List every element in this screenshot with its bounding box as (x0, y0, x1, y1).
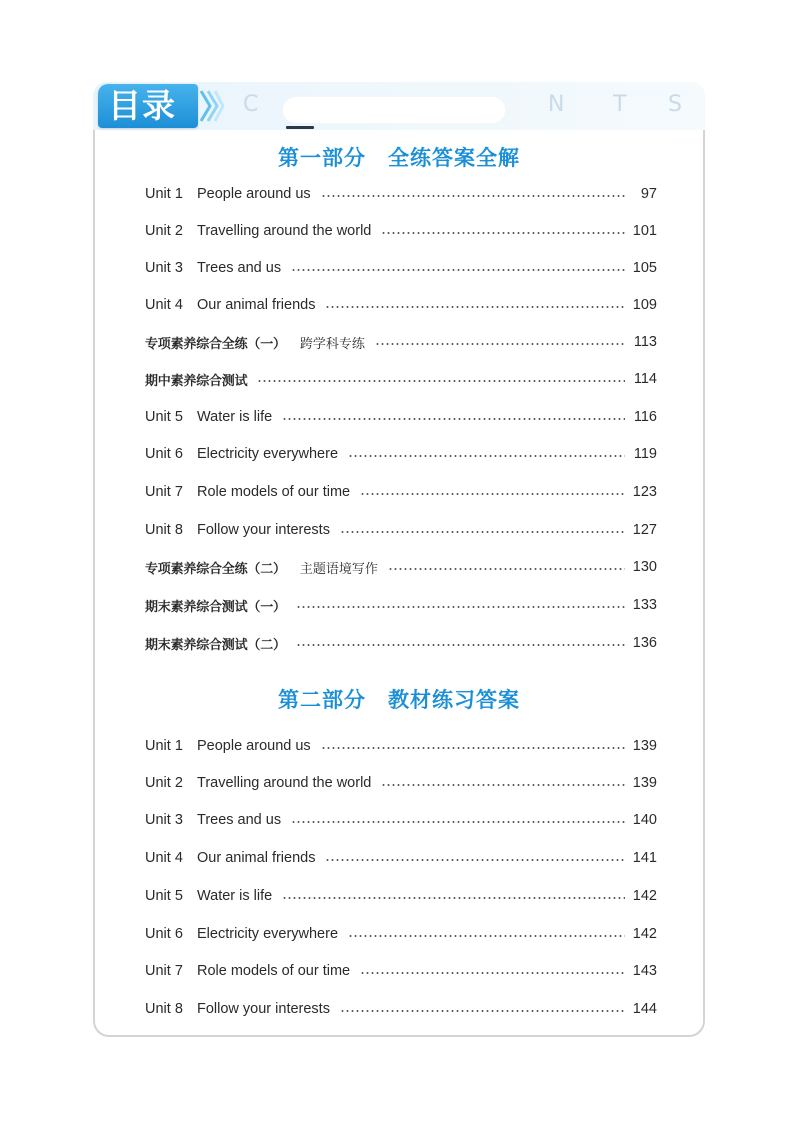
page-number: 101 (632, 223, 657, 239)
entry-title: 期末素养综合测试（一） (145, 599, 286, 615)
entry-title: 专项素养综合全练（二） (145, 561, 286, 577)
page-number: 142 (632, 888, 657, 904)
dot-leader (282, 897, 625, 899)
header-dash (286, 126, 314, 129)
unit-label: Unit 6 (145, 926, 183, 942)
unit-label: Unit 5 (145, 888, 183, 904)
unit-label: Unit 3 (145, 812, 183, 828)
toc-entry[interactable] (145, 367, 657, 391)
ghost-letter: S (668, 92, 682, 117)
dot-leader (340, 1010, 625, 1012)
unit-label: Unit 1 (145, 186, 183, 202)
entry-title: People around us (197, 186, 311, 202)
toc-entry[interactable] (145, 293, 657, 317)
page-number: 144 (632, 1001, 657, 1017)
dot-leader (360, 972, 625, 974)
toc-entry[interactable] (145, 555, 657, 579)
entry-title: 期中素养综合测试 (145, 373, 248, 389)
toc-entry[interactable] (145, 182, 657, 206)
entry-title: 期末素养综合测试（二） (145, 637, 286, 653)
toc-entry[interactable] (145, 846, 657, 870)
entry-title: Electricity everywhere (197, 926, 339, 942)
toc-entry[interactable] (145, 959, 657, 983)
entry-subtitle: 跨学科专练 (299, 336, 365, 352)
unit-label: Unit 3 (145, 260, 183, 276)
toc-entry[interactable] (145, 631, 657, 655)
unit-label: Unit 7 (145, 484, 183, 500)
toc-entry[interactable] (145, 405, 657, 429)
entry-subtitle: 主题语境写作 (299, 561, 378, 577)
toc-entry[interactable] (145, 884, 657, 908)
entry-title: Our animal friends (197, 297, 316, 313)
entry-title: Travelling around the world (197, 775, 372, 791)
toc-entry[interactable] (145, 256, 657, 280)
toc-entry[interactable] (145, 442, 657, 466)
ghost-letter: C (243, 92, 259, 117)
toc-entry[interactable] (145, 593, 657, 617)
dot-leader (321, 195, 625, 197)
page-number: 141 (632, 850, 657, 866)
unit-label: Unit 2 (145, 775, 183, 791)
page-number: 136 (632, 635, 657, 651)
unit-label: Unit 8 (145, 1001, 183, 1017)
page-number: 139 (632, 738, 657, 754)
entry-title: Our animal friends (197, 850, 316, 866)
unit-label: Unit 6 (145, 446, 183, 462)
dot-leader (321, 747, 625, 749)
page-number: 97 (640, 186, 657, 202)
dot-leader (291, 821, 625, 823)
page-number: 139 (632, 775, 657, 791)
ghost-letter: N (548, 92, 565, 117)
page-number: 109 (632, 297, 657, 313)
toc-entry[interactable] (145, 480, 657, 504)
page-number: 127 (632, 522, 657, 538)
unit-label: Unit 4 (145, 297, 183, 313)
entry-title: Electricity everywhere (197, 446, 339, 462)
unit-label: Unit 2 (145, 223, 183, 239)
page-number: 130 (632, 559, 657, 575)
toc-entry[interactable] (145, 518, 657, 542)
dot-leader (257, 380, 625, 382)
toc-entry[interactable] (145, 734, 657, 758)
toc-entry[interactable] (145, 771, 657, 795)
dot-leader (388, 568, 625, 570)
dot-leader (296, 606, 625, 608)
page-number: 123 (632, 484, 657, 500)
dot-leader (296, 644, 625, 646)
dot-leader (340, 531, 625, 533)
dot-leader (348, 935, 625, 937)
dot-leader (375, 343, 625, 345)
chevron-right-icon (198, 88, 224, 124)
toc-entry[interactable] (145, 330, 657, 354)
entry-title: Water is life (197, 409, 273, 425)
dot-leader (282, 418, 625, 420)
page-number: 142 (632, 926, 657, 942)
header-pill (283, 97, 505, 123)
page-number: 133 (632, 597, 657, 613)
unit-label: Unit 1 (145, 738, 183, 754)
entry-title: Role models of our time (197, 484, 351, 500)
entry-title: Water is life (197, 888, 273, 904)
entry-title: 专项素养综合全练（一） (145, 336, 286, 352)
toc-entry[interactable] (145, 997, 657, 1021)
dot-leader (348, 455, 625, 457)
entry-title: Follow your interests (197, 1001, 330, 1017)
page-title: 目录 (108, 86, 176, 125)
page-number: 116 (633, 409, 657, 425)
dot-leader (325, 859, 624, 861)
dot-leader (360, 493, 625, 495)
unit-label: Unit 5 (145, 409, 183, 425)
entry-title: Role models of our time (197, 963, 351, 979)
unit-label: Unit 7 (145, 963, 183, 979)
page-number: 113 (633, 334, 657, 350)
entry-title: Follow your interests (197, 522, 330, 538)
unit-label: Unit 4 (145, 850, 183, 866)
toc-entry[interactable] (145, 808, 657, 832)
page-number: 143 (632, 963, 657, 979)
section-title: 第一部分 全练答案全解 (278, 146, 520, 170)
ghost-letter: T (613, 92, 627, 117)
toc-entry[interactable] (145, 219, 657, 243)
entry-title: People around us (197, 738, 311, 754)
page-number: 114 (633, 371, 657, 387)
entry-title: Travelling around the world (197, 223, 372, 239)
dot-leader (381, 784, 624, 786)
entry-title: Trees and us (197, 260, 282, 276)
dot-leader (381, 232, 624, 234)
dot-leader (325, 306, 624, 308)
unit-label: Unit 8 (145, 522, 183, 538)
entry-title: Trees and us (197, 812, 282, 828)
dot-leader (291, 269, 625, 271)
page-number: 105 (632, 260, 657, 276)
page-number: 140 (632, 812, 657, 828)
section-title: 第二部分 教材练习答案 (278, 688, 520, 712)
toc-entry[interactable] (145, 922, 657, 946)
page-number: 119 (633, 446, 657, 462)
